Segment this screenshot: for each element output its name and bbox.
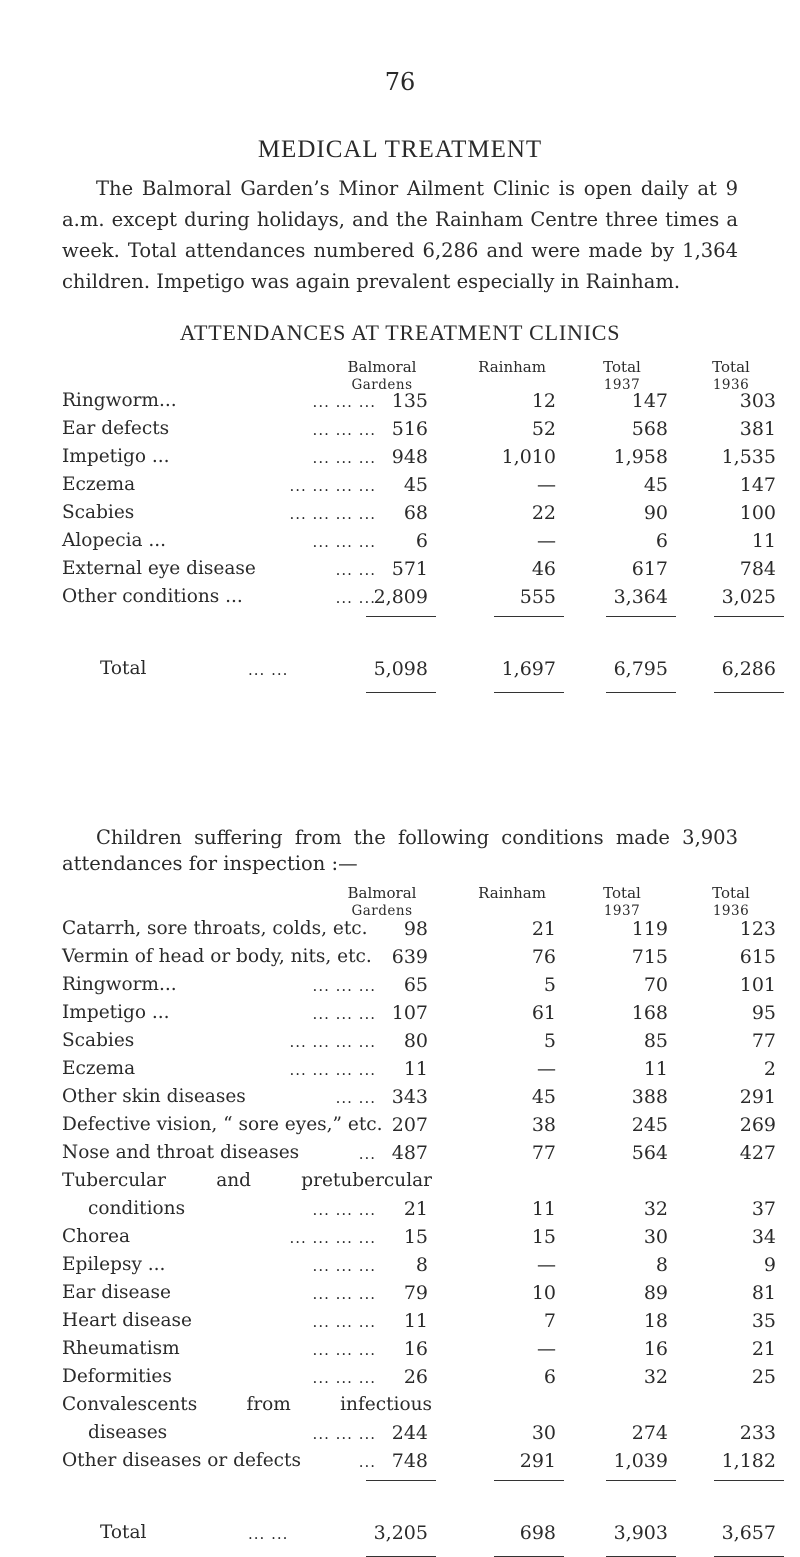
row-label-word: pretubercular — [301, 1170, 432, 1191]
cell-value: 168 — [631, 1002, 668, 1024]
leader-dots: ... ... — [248, 1525, 289, 1543]
cell-value: 5 — [543, 1030, 556, 1052]
cell-value: 32 — [643, 1366, 668, 1388]
row-label: Scabies — [62, 502, 135, 523]
row-label: Chorea — [62, 1226, 131, 1247]
row-label-word: and — [216, 1170, 252, 1191]
cell-value: — — [537, 1254, 556, 1276]
total-value: 3,903 — [613, 1522, 668, 1544]
leader-dots: ... ... ... ... — [289, 505, 376, 523]
cell-value: 38 — [531, 1114, 556, 1136]
cell-value: 11 — [751, 530, 776, 552]
table-row — [0, 946, 800, 974]
cell-value: 571 — [391, 558, 428, 580]
total-value: 698 — [519, 1522, 556, 1544]
row-label-word: Tubercular — [62, 1170, 166, 1191]
cell-value: 564 — [631, 1142, 668, 1164]
cell-value: 35 — [751, 1310, 776, 1332]
total-value: 6,795 — [613, 658, 668, 680]
cell-value: 37 — [751, 1198, 776, 1220]
column-header-line: Balmoral — [347, 358, 417, 376]
cell-value: 79 — [403, 1282, 428, 1304]
cell-value: 1,182 — [721, 1450, 776, 1472]
row-label: Ear disease — [62, 1282, 171, 1303]
column-header — [332, 358, 432, 394]
total-label: Total — [100, 658, 147, 679]
cell-value: 343 — [391, 1086, 428, 1108]
total-row — [0, 1522, 800, 1550]
row-label: Ear defects — [62, 418, 170, 439]
column-header-line: Rainham — [478, 358, 546, 376]
column-header-line: Balmoral — [347, 884, 417, 902]
cell-value: 303 — [739, 390, 776, 412]
cell-value: 381 — [739, 418, 776, 440]
cell-value: 615 — [739, 946, 776, 968]
row-label: Epilepsy ... — [62, 1254, 166, 1275]
cell-value: 11 — [403, 1058, 428, 1080]
cell-value: 555 — [519, 586, 556, 608]
leader-dots: ... ... ... — [312, 421, 376, 439]
total-rule-top — [366, 1480, 436, 1481]
total-rule-top — [606, 1480, 676, 1481]
table-row — [0, 586, 800, 614]
cell-value: 8 — [655, 1254, 668, 1276]
row-label: Defective vision, “ sore eyes,” etc. — [62, 1114, 383, 1135]
leader-dots: ... ... ... ... — [289, 1033, 376, 1051]
cell-value: 617 — [631, 558, 668, 580]
leader-dots: ... ... ... — [312, 1257, 376, 1275]
cell-value: 5 — [543, 974, 556, 996]
leader-dots: ... ... — [335, 1089, 376, 1107]
column-header-line: Rainham — [478, 884, 546, 902]
cell-value: 89 — [643, 1282, 668, 1304]
cell-value: 11 — [403, 1310, 428, 1332]
cell-value: 46 — [531, 558, 556, 580]
column-header-line: Total — [603, 884, 641, 902]
table-row — [0, 1282, 800, 1310]
cell-value: 70 — [643, 974, 668, 996]
column-header — [332, 884, 432, 920]
column-header-line: Total — [603, 358, 641, 376]
cell-value: 207 — [391, 1114, 428, 1136]
cell-value: 427 — [739, 1142, 776, 1164]
cell-value: 245 — [631, 1114, 668, 1136]
cell-value: 80 — [403, 1030, 428, 1052]
table-row — [0, 390, 800, 418]
cell-value: 90 — [643, 502, 668, 524]
leader-dots: ... — [358, 1453, 376, 1471]
total-label: Total — [100, 1522, 147, 1543]
intro-paragraph: The Balmoral Garden’s Minor Ailment Clinic is open daily at 9 a.m. except during holidays, and the Rainham Centre three times a week. Total attendances numbered 6,286 and were made by 1,364 children. Impetigo was again prevalent especially in Rainham. — [62, 177, 738, 293]
table-row — [0, 1422, 800, 1450]
column-header-line: 1936 — [712, 377, 750, 393]
table-row — [0, 418, 800, 446]
table-row — [0, 558, 800, 586]
cell-value: 123 — [739, 918, 776, 940]
cell-value: 233 — [739, 1422, 776, 1444]
total-value: 3,657 — [721, 1522, 776, 1544]
table-row — [0, 1254, 800, 1282]
row-label: Other skin diseases — [62, 1086, 246, 1107]
row-label: Rheumatism — [62, 1338, 180, 1359]
row-label — [62, 1170, 432, 1191]
row-label: Nose and throat diseases — [62, 1142, 300, 1163]
cell-value: 15 — [403, 1226, 428, 1248]
table-row — [0, 446, 800, 474]
cell-value: 8 — [415, 1254, 428, 1276]
leader-dots: ... ... ... ... — [289, 1061, 376, 1079]
cell-value: 45 — [403, 474, 428, 496]
table-row — [0, 1086, 800, 1114]
cell-value: 101 — [739, 974, 776, 996]
table-row — [0, 530, 800, 558]
column-header — [681, 358, 781, 394]
table-row — [0, 1310, 800, 1338]
inspection-paragraph-line2: attendances for inspection :— — [62, 852, 358, 875]
cell-value: 21 — [531, 918, 556, 940]
total-value: 1,697 — [501, 658, 556, 680]
table-row — [0, 1226, 800, 1254]
cell-value: 6 — [543, 1366, 556, 1388]
leader-dots: ... ... ... — [312, 1369, 376, 1387]
table-row — [0, 1142, 800, 1170]
row-label: Impetigo ... — [62, 1002, 170, 1023]
column-header — [462, 358, 562, 376]
row-label: conditions — [88, 1198, 186, 1219]
row-label: Heart disease — [62, 1310, 192, 1331]
leader-dots: ... ... ... — [312, 1341, 376, 1359]
cell-value: 26 — [403, 1366, 428, 1388]
cell-value: 10 — [531, 1282, 556, 1304]
cell-value: 21 — [751, 1338, 776, 1360]
row-label — [62, 1394, 432, 1415]
cell-value: 3,025 — [721, 586, 776, 608]
leader-dots: ... ... ... — [312, 533, 376, 551]
total-rule-bottom — [366, 692, 436, 693]
cell-value: 22 — [531, 502, 556, 524]
row-label-word: infectious — [340, 1394, 432, 1415]
leader-dots: ... — [358, 1145, 376, 1163]
cell-value: 1,958 — [613, 446, 668, 468]
cell-value: 135 — [391, 390, 428, 412]
table-row — [0, 1450, 800, 1478]
column-header — [681, 884, 781, 920]
cell-value: 98 — [403, 918, 428, 940]
column-header-line: Total — [712, 358, 750, 376]
row-label: Catarrh, sore throats, colds, etc. — [62, 918, 368, 939]
cell-value: 2 — [763, 1058, 776, 1080]
cell-value: 65 — [403, 974, 428, 996]
table-row — [0, 1170, 800, 1198]
cell-value: 487 — [391, 1142, 428, 1164]
cell-value: 30 — [643, 1226, 668, 1248]
cell-value: — — [537, 474, 556, 496]
cell-value: 95 — [751, 1002, 776, 1024]
cell-value: 61 — [531, 1002, 556, 1024]
leader-dots: ... ... — [248, 661, 289, 679]
table-row — [0, 1114, 800, 1142]
column-header — [572, 358, 672, 394]
cell-value: 1,010 — [501, 446, 556, 468]
cell-value: — — [537, 1058, 556, 1080]
page-number: 76 — [384, 68, 416, 96]
cell-value: 68 — [403, 502, 428, 524]
cell-value: 77 — [531, 1142, 556, 1164]
cell-value: 244 — [391, 1422, 428, 1444]
cell-value: 16 — [403, 1338, 428, 1360]
cell-value: 100 — [739, 502, 776, 524]
total-rule-bottom — [714, 692, 784, 693]
leader-dots: ... ... — [335, 561, 376, 579]
column-header — [462, 884, 562, 902]
row-label: Scabies — [62, 1030, 135, 1051]
cell-value: 274 — [631, 1422, 668, 1444]
cell-value: 77 — [751, 1030, 776, 1052]
total-rule-top — [714, 616, 784, 617]
row-label: Deformities — [62, 1366, 172, 1387]
cell-value: 388 — [631, 1086, 668, 1108]
leader-dots: ... ... ... ... — [289, 477, 376, 495]
total-row — [0, 658, 800, 686]
leader-dots: ... ... ... — [312, 1005, 376, 1023]
cell-value: 147 — [739, 474, 776, 496]
cell-value: — — [537, 1338, 556, 1360]
leader-dots: ... ... ... — [312, 977, 376, 995]
cell-value: 11 — [531, 1198, 556, 1220]
total-value: 6,286 — [721, 658, 776, 680]
cell-value: 12 — [531, 390, 556, 412]
row-label-word: Convalescents — [62, 1394, 198, 1415]
row-label: Ringworm... — [62, 974, 177, 995]
table-row — [0, 502, 800, 530]
leader-dots: ... ... ... — [312, 1201, 376, 1219]
table-row — [0, 1030, 800, 1058]
total-rule-top — [606, 616, 676, 617]
table-row — [0, 1366, 800, 1394]
cell-value: 45 — [643, 474, 668, 496]
cell-value: 52 — [531, 418, 556, 440]
column-header-line: Gardens — [351, 903, 413, 919]
cell-value: 1,039 — [613, 1450, 668, 1472]
total-rule-top — [714, 1480, 784, 1481]
cell-value: 6 — [655, 530, 668, 552]
total-rule-top — [366, 616, 436, 617]
row-label: External eye disease — [62, 558, 256, 579]
cell-value: 32 — [643, 1198, 668, 1220]
row-label: Other conditions ... — [62, 586, 243, 607]
table-row — [0, 1198, 800, 1226]
cell-value: 16 — [643, 1338, 668, 1360]
table-row — [0, 1058, 800, 1086]
cell-value: 21 — [403, 1198, 428, 1220]
inspection-paragraph-line1: Children suffering from the following conditions made 3,903 — [96, 826, 738, 849]
cell-value: 30 — [531, 1422, 556, 1444]
cell-value: 7 — [543, 1310, 556, 1332]
leader-dots: ... ... ... — [312, 393, 376, 411]
leader-dots: ... ... ... — [312, 1425, 376, 1443]
leader-dots: ... ... ... ... — [289, 1229, 376, 1247]
cell-value: 119 — [631, 918, 668, 940]
row-label: Eczema — [62, 1058, 136, 1079]
table-row — [0, 1338, 800, 1366]
cell-value: 1,535 — [721, 446, 776, 468]
leader-dots: ... ... ... — [312, 1313, 376, 1331]
leader-dots: ... ... — [335, 589, 376, 607]
leader-dots: ... ... ... — [312, 1285, 376, 1303]
column-header-line: 1937 — [603, 377, 641, 393]
row-label: Vermin of head or body, nits, etc. — [62, 946, 372, 967]
column-header-line: Gardens — [351, 377, 413, 393]
column-header — [572, 884, 672, 920]
cell-value: 45 — [531, 1086, 556, 1108]
cell-value: 25 — [751, 1366, 776, 1388]
cell-value: 516 — [391, 418, 428, 440]
row-label: Impetigo ... — [62, 446, 170, 467]
row-label-word: from — [246, 1394, 291, 1415]
row-label: Other diseases or defects — [62, 1450, 301, 1471]
cell-value: 715 — [631, 946, 668, 968]
total-value: 3,205 — [373, 1522, 428, 1544]
cell-value: 784 — [739, 558, 776, 580]
cell-value: 748 — [391, 1450, 428, 1472]
table-row — [0, 474, 800, 502]
column-header-line: 1936 — [712, 903, 750, 919]
total-value: 5,098 — [373, 658, 428, 680]
page-title: MEDICAL TREATMENT — [257, 136, 543, 163]
table-row — [0, 974, 800, 1002]
table-row — [0, 918, 800, 946]
column-header-line: Total — [712, 884, 750, 902]
cell-value: 81 — [751, 1282, 776, 1304]
total-rule-bottom — [494, 692, 564, 693]
cell-value: 639 — [391, 946, 428, 968]
total-rule-top — [494, 1480, 564, 1481]
leader-dots: ... ... ... — [312, 449, 376, 467]
row-label: Eczema — [62, 474, 136, 495]
cell-value: 6 — [415, 530, 428, 552]
cell-value: 76 — [531, 946, 556, 968]
total-rule-bottom — [606, 692, 676, 693]
cell-value: 18 — [643, 1310, 668, 1332]
cell-value: 948 — [391, 446, 428, 468]
total-rule-top — [494, 616, 564, 617]
row-label: Ringworm... — [62, 390, 177, 411]
column-header-line: 1937 — [603, 903, 641, 919]
table-row — [0, 1394, 800, 1422]
cell-value: 147 — [631, 390, 668, 412]
table1-title: ATTENDANCES AT TREATMENT CLINICS — [179, 320, 621, 345]
cell-value: 3,364 — [613, 586, 668, 608]
cell-value: 15 — [531, 1226, 556, 1248]
cell-value: 9 — [763, 1254, 776, 1276]
cell-value: — — [537, 530, 556, 552]
cell-value: 291 — [739, 1086, 776, 1108]
cell-value: 34 — [751, 1226, 776, 1248]
cell-value: 11 — [643, 1058, 668, 1080]
row-label: Alopecia ... — [62, 530, 167, 551]
cell-value: 2,809 — [373, 586, 428, 608]
cell-value: 85 — [643, 1030, 668, 1052]
cell-value: 291 — [519, 1450, 556, 1472]
row-label: diseases — [88, 1422, 168, 1443]
cell-value: 568 — [631, 418, 668, 440]
table-row — [0, 1002, 800, 1030]
cell-value: 269 — [739, 1114, 776, 1136]
cell-value: 107 — [391, 1002, 428, 1024]
